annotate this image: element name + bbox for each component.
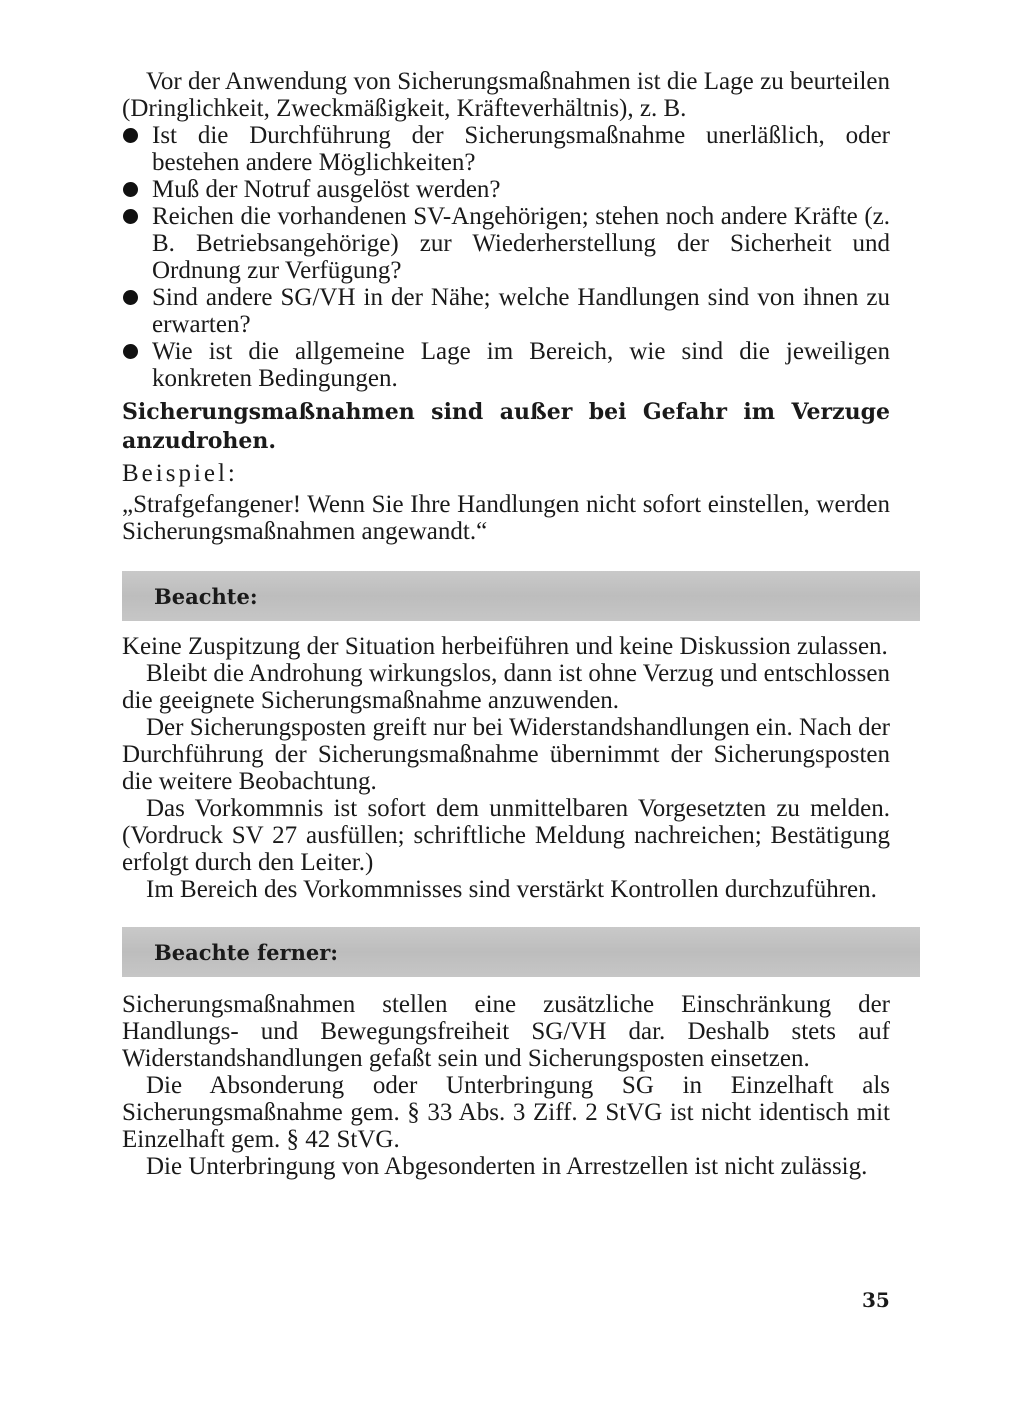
bullet-dot-icon — [123, 128, 138, 143]
example-label: Beispiel: — [122, 460, 238, 487]
page-number: 35 — [862, 1288, 890, 1312]
page-content — [122, 68, 890, 1180]
bullet-dot-icon — [123, 182, 138, 197]
example-quote: „Strafgefangener! Wenn Sie Ihre Handlungen nicht sofort einstellen, werden Sicherungsmaßnahmen angewandt.“ — [122, 491, 890, 545]
bullet-item — [122, 338, 890, 392]
section2-paragraph: Die Unterbringung von Abgesonderten in Arrestzellen ist nicht zulässig. — [146, 1153, 868, 1180]
section2-paragraph: Sicherungsmaßnahmen stellen eine zusätzliche Einschränkung der Handlungs- und Bewegungsfreiheit SG/VH dar. Deshalb stets auf Widerstandshandlungen gefaßt sein und Sicherungsposten einsetzen. — [122, 991, 890, 1072]
bullet-item — [122, 122, 890, 176]
section-heading-beachte-ferner — [122, 927, 920, 977]
section1-paragraph: Das Vorkommnis ist sofort dem unmittelbaren Vorgesetzten zu melden. (Vordruck SV 27 ausfüllen; schriftliche Meldung nachreichen; Bestätigung erfolgt durch den Leiter.) — [122, 795, 890, 876]
bullet-item — [122, 203, 890, 284]
section-heading-text: Beachte ferner: — [154, 939, 339, 965]
bullet-dot-icon — [123, 209, 138, 224]
section1-paragraph: Keine Zuspitzung der Situation herbeiführen und keine Diskussion zulassen. — [122, 633, 888, 660]
bullet-item — [122, 176, 890, 203]
bullet-dot-icon — [123, 290, 138, 305]
threat-rule: Sicherungsmaßnahmen sind außer bei Gefahr im Verzuge anzudrohen. — [122, 399, 890, 454]
bullet-text: Muß der Notruf ausgelöst werden? — [152, 176, 501, 203]
assessment-bullet-list — [122, 122, 890, 392]
section1-paragraph: Im Bereich des Vorkommnisses sind verstärkt Kontrollen durchzuführen. — [146, 876, 877, 903]
bullet-text: Wie ist die allgemeine Lage im Bereich, wie sind die jeweiligen konkreten Bedingungen. — [152, 338, 890, 392]
bullet-item — [122, 284, 890, 338]
section-heading-beachte — [122, 571, 920, 621]
bullet-text: Reichen die vorhandenen SV-Angehörigen; stehen noch andere Kräfte (z. B. Betriebsangehörige) zur Wiederherstellung der Sicherheit und Ordnung zur Verfügung? — [152, 203, 890, 284]
section-heading-text: Beachte: — [154, 583, 258, 609]
intro-paragraph: Vor der Anwendung von Sicherungsmaßnahmen ist die Lage zu beurteilen (Dringlichkeit, Zweckmäßigkeit, Kräfteverhältnis), z. B. — [122, 68, 890, 122]
bullet-text: Sind andere SG/VH in der Nähe; welche Handlungen sind von ihnen zu erwarten? — [152, 284, 890, 338]
section1-paragraph: Bleibt die Androhung wirkungslos, dann ist ohne Verzug und entschlossen die geeignete Sicherungsmaßnahme anzuwenden. — [122, 660, 890, 714]
section1-paragraph: Der Sicherungsposten greift nur bei Widerstandshandlungen ein. Nach der Durchführung der Sicherungsmaßnahme übernimmt der Sicherungsposten die weitere Beobachtung. — [122, 714, 890, 795]
section2-paragraph: Die Absonderung oder Unterbringung SG in Einzelhaft als Sicherungsmaßnahme gem. § 33 Abs. 3 Ziff. 2 StVG ist nicht identisch mit Einzelhaft gem. § 42 StVG. — [122, 1072, 890, 1153]
bullet-text: Ist die Durchführung der Sicherungsmaßnahme unerläßlich, oder bestehen andere Möglichkeiten? — [152, 122, 890, 176]
bullet-dot-icon — [123, 344, 138, 359]
